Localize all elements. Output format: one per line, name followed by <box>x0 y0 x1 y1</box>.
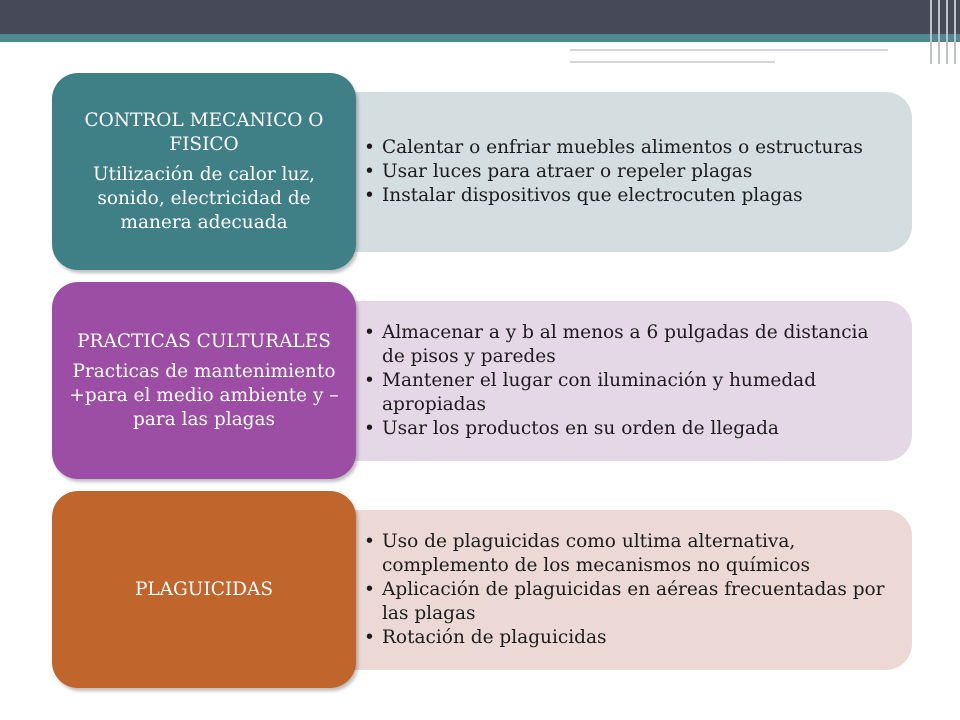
list-item: • Rotación de plaguicidas <box>358 626 892 650</box>
header-bar <box>0 0 960 34</box>
decorative-line <box>570 61 775 63</box>
control-mecanico-title-box <box>52 73 356 270</box>
section-heading: PRACTICAS CULTURALES <box>77 330 331 352</box>
section-heading: PLAGUICIDAS <box>134 578 274 600</box>
list-item: • Instalar dispositivos que electrocuten plagas <box>358 184 863 208</box>
list-item: • Almacenar a y b al menos a 6 pulgadas de distancia de pisos y paredes <box>358 321 892 369</box>
list-item: • Aplicación de plaguicidas en aéreas frecuentadas por las plagas <box>358 578 892 626</box>
plaguicidas-title-box <box>52 491 356 688</box>
decorative-vertical-line <box>938 0 940 64</box>
practicas-culturales-list-box <box>300 301 912 461</box>
list-item: • Calentar o enfriar muebles alimentos o estructuras <box>358 136 863 160</box>
list-item: • Usar luces para atraer o repeler plagas <box>358 160 863 184</box>
decorative-vertical-line <box>946 0 948 64</box>
bullet-list <box>358 321 892 441</box>
list-item: • Uso de plaguicidas como ultima alternativa, complemento de los mecanismos no químicos <box>358 530 892 578</box>
bullet-list <box>358 136 863 208</box>
list-item: • Mantener el lugar con iluminación y humedad apropiadas <box>358 369 892 417</box>
decorative-line <box>570 49 888 51</box>
bullet-list <box>358 530 892 650</box>
decorative-vertical-line <box>954 0 956 64</box>
plaguicidas-list-box <box>300 510 912 670</box>
practicas-culturales-title-box <box>52 282 356 479</box>
accent-strip <box>0 34 960 42</box>
decorative-vertical-line <box>930 0 932 64</box>
list-item: • Usar los productos en su orden de llegada <box>358 417 892 441</box>
section-description: Practicas de mantenimiento +para el medio ambiente y –para las plagas <box>69 360 339 430</box>
section-description: Utilización de calor luz, sonido, electricidad de manera adecuada <box>92 163 316 233</box>
section-heading: CONTROL MECANICO O FISICO <box>84 109 324 155</box>
control-mecanico-list-box <box>300 92 912 252</box>
